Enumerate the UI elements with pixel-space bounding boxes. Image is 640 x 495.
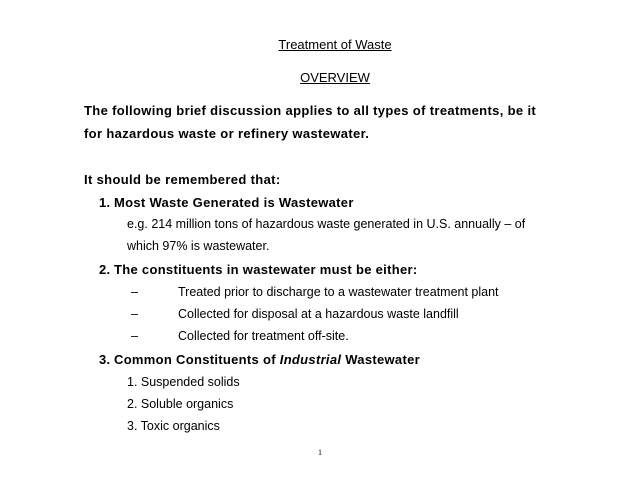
point-2-heading: The constituents in wastewater must be either:	[114, 262, 418, 277]
point-2-item-3: Collected for treatment off-site.	[178, 329, 349, 343]
document-title: Treatment of Waste	[278, 37, 392, 52]
point-2-item-3-dash: –	[131, 329, 138, 343]
point-3-heading-italic: Industrial	[279, 352, 342, 367]
intro-line-2: for hazardous waste or refinery wastewater.	[84, 126, 370, 141]
point-3-item-1: 1. Suspended solids	[127, 375, 240, 389]
point-2-item-1-dash: –	[131, 285, 138, 299]
point-1-body-line-2: which 97% is wastewater.	[127, 239, 270, 253]
point-1-number: 1.	[99, 195, 111, 210]
point-3-item-2: 2. Soluble organics	[127, 397, 234, 411]
point-3-heading-after: Wastewater	[341, 352, 420, 367]
point-2-number: 2.	[99, 262, 111, 277]
point-3-item-3: 3. Toxic organics	[127, 419, 220, 433]
point-2-item-2-dash: –	[131, 307, 138, 321]
point-3-heading-before: Common Constituents of	[114, 352, 280, 367]
intro-line-1: The following brief discussion applies to all types of treatments, be it	[84, 103, 537, 118]
remember-heading: It should be remembered that:	[84, 172, 281, 187]
point-1-heading: Most Waste Generated is Wastewater	[114, 195, 354, 210]
point-2-item-1: Treated prior to discharge to a wastewater treatment plant	[178, 285, 499, 299]
document-subtitle: OVERVIEW	[300, 70, 370, 85]
point-1-body-line-1: e.g. 214 million tons of hazardous waste generated in U.S. annually – of	[127, 217, 526, 231]
point-3-heading	[114, 353, 420, 366]
page-number: 1	[318, 448, 322, 457]
point-3-number: 3.	[99, 352, 111, 367]
point-2-item-2: Collected for disposal at a hazardous waste landfill	[178, 307, 459, 321]
